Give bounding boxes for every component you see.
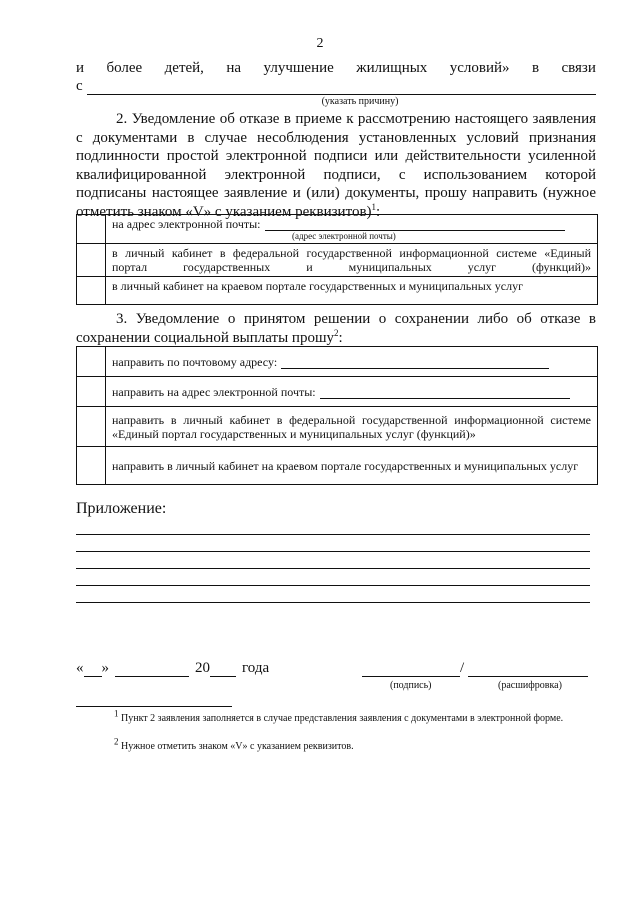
section-3-text: 3. Уведомление о принятом решении о сохранении либо об отказе в сохранении социальной выплаты прошу$^2$:	[76, 311, 596, 346]
signature-line: /	[362, 660, 594, 677]
signature-field[interactable]	[362, 662, 460, 677]
footnote-2: $^2$ Нужное отметить знаком «V» с указанием реквизитов.	[114, 736, 354, 752]
option-email: на адрес электронной почты: (адрес электронной почты)	[106, 215, 598, 244]
checkbox-post[interactable]	[77, 347, 106, 377]
section-2-text: 2. Уведомление об отказе в приеме к рассмотрению настоящего заявления с документами в случае несоблюдения установленных условий признания подлинности простой электронной подписи или действительности усиленной квалифицированной электронной подписи, с использованием которой подписаны настоящее заявление и (или) документы, прошу направить (нужное отметить знаком «V» с указанием реквизитов)$^1$:	[76, 111, 596, 220]
option-regional-3: направить в личный кабинет на краевом портале государственных и муниципальных услуг	[106, 447, 598, 485]
option-epgu-3: направить в личный кабинет в федеральной государственной информационной системе «Единый портал государственных и муниципальных услуг (функций)»	[106, 407, 598, 447]
appendix-line-2[interactable]	[76, 551, 590, 552]
date-line: « » 20 года	[76, 660, 270, 676]
month-field[interactable]	[115, 662, 189, 677]
checkbox-regional-3[interactable]	[77, 447, 106, 485]
appendix-line-1[interactable]	[76, 534, 590, 535]
page-number: 2	[316, 36, 324, 51]
email-field-3[interactable]	[320, 387, 570, 399]
option-post: направить по почтовому адресу:	[106, 347, 598, 377]
year-field[interactable]	[210, 662, 236, 677]
option-email-3: направить на адрес электронной почты:	[106, 377, 598, 407]
checkbox-email-3[interactable]	[77, 377, 106, 407]
reason-field[interactable]	[87, 80, 596, 95]
option-regional: в личный кабинет на краевом портале государственных и муниципальных услуг	[106, 277, 598, 305]
section-3-options	[76, 346, 598, 485]
checkbox-regional[interactable]	[77, 277, 106, 305]
appendix-line-3[interactable]	[76, 568, 590, 569]
appendix-line-5[interactable]	[76, 602, 590, 603]
section-2-options	[76, 214, 598, 305]
option-epgu: в личный кабинет в федеральной государственной информационной системе «Единый портал государственных и муниципальных услуг (функций)»	[106, 244, 598, 277]
reason-line: с	[76, 78, 596, 95]
day-field[interactable]	[84, 662, 102, 677]
signature-caption: (подпись)	[390, 680, 432, 691]
checkbox-epgu[interactable]	[77, 244, 106, 277]
footnote-rule	[76, 706, 232, 707]
appendix-line-4[interactable]	[76, 585, 590, 586]
reason-caption: (указать причину)	[321, 96, 399, 107]
checkbox-epgu-3[interactable]	[77, 407, 106, 447]
decode-caption: (расшифровка)	[498, 680, 562, 691]
email-field[interactable]	[265, 219, 565, 231]
email-caption: (адрес электронной почты)	[292, 231, 396, 241]
footnote-1: $^1$ Пункт 2 заявления заполняется в случае представления заявления с документами в электронной форме.	[114, 708, 564, 724]
signature-decode-field[interactable]	[468, 662, 588, 677]
post-address-field[interactable]	[281, 357, 549, 369]
appendix-title: Приложение:	[76, 500, 167, 517]
continuation-line: и более детей, на улучшение жилищных условий» в связи	[76, 60, 596, 76]
checkbox-email[interactable]	[77, 215, 106, 244]
